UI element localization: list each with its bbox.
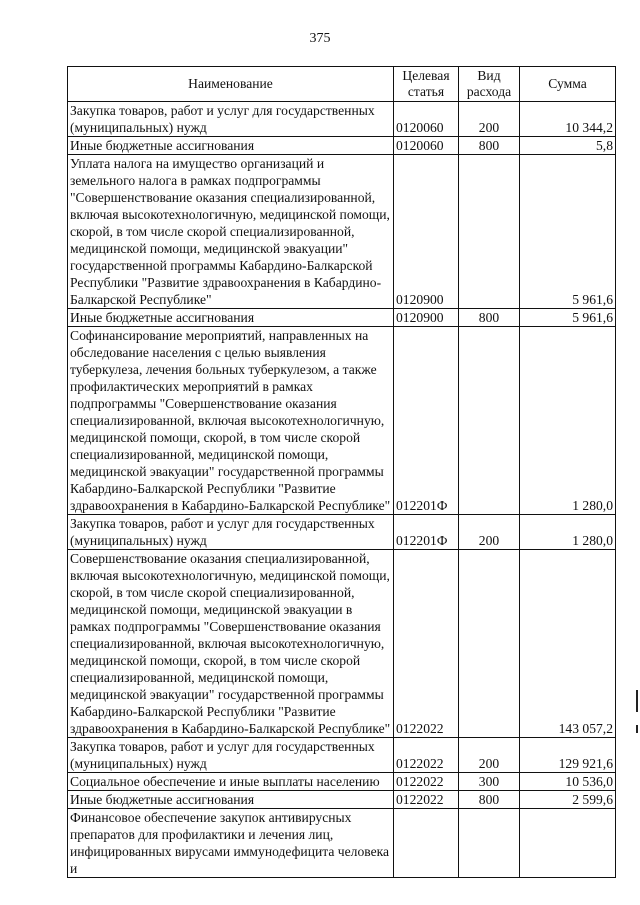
row-kind: 800 bbox=[459, 791, 520, 809]
row-code: 0120060 bbox=[394, 102, 459, 137]
row-name: Иные бюджетные ассигнования bbox=[68, 309, 394, 327]
row-sum: 5 961,6 bbox=[520, 155, 616, 309]
row-kind: 800 bbox=[459, 309, 520, 327]
table-row bbox=[68, 102, 616, 137]
row-sum: 5 961,6 bbox=[520, 309, 616, 327]
scan-edge-mark bbox=[636, 690, 638, 712]
table-header-row bbox=[68, 67, 616, 102]
row-sum: 2 599,6 bbox=[520, 791, 616, 809]
row-name: Закупка товаров, работ и услуг для государственных (муниципальных) нужд bbox=[68, 515, 394, 550]
row-code: 0120060 bbox=[394, 137, 459, 155]
row-code: 0122022 bbox=[394, 791, 459, 809]
row-name: Закупка товаров, работ и услуг для государственных (муниципальных) нужд bbox=[68, 738, 394, 773]
row-kind bbox=[459, 809, 520, 878]
row-name: Уплата налога на имущество организаций и земельного налога в рамках подпрограммы "Совершенствование оказания специализированной, включая высокотехнологичную, медицинской помощи, скорой, в том числе скорой специализированной, медицинской помощи, медицинской эвакуации" государственной программы Кабардино-Балкарской Республики "Развитие здравоохранения в Кабардино-Балкарской Республике" bbox=[68, 155, 394, 309]
row-kind: 200 bbox=[459, 102, 520, 137]
row-sum: 5,8 bbox=[520, 137, 616, 155]
table-row bbox=[68, 809, 616, 878]
row-name: Софинансирование мероприятий, направленных на обследование населения с целью выявления туберкулеза, лечения больных туберкулезом, а также профилактических мероприятий в рамках подпрограммы "Совершенствование оказания специализированной, включая высокотехнологичную, медицинской помощи, скорой, в том числе скорой специализированной, медицинской помощи, медицинской эвакуации" государственной программы Кабардино-Балкарской Республики "Развитие здравоохранения в Кабардино-Балкарской Республике" bbox=[68, 327, 394, 515]
budget-table bbox=[67, 66, 616, 878]
row-code: 012201Ф bbox=[394, 327, 459, 515]
row-kind: 200 bbox=[459, 515, 520, 550]
row-kind bbox=[459, 550, 520, 738]
row-name: Социальное обеспечение и иные выплаты населению bbox=[68, 773, 394, 791]
header-name: Наименование bbox=[68, 67, 394, 102]
table-row bbox=[68, 550, 616, 738]
row-code: 0122022 bbox=[394, 738, 459, 773]
row-sum: 1 280,0 bbox=[520, 327, 616, 515]
row-kind: 200 bbox=[459, 738, 520, 773]
row-kind: 300 bbox=[459, 773, 520, 791]
table-row bbox=[68, 309, 616, 327]
scan-edge-mark bbox=[636, 725, 638, 733]
row-name: Иные бюджетные ассигнования bbox=[68, 137, 394, 155]
table-row bbox=[68, 327, 616, 515]
table-row bbox=[68, 515, 616, 550]
row-sum: 10 344,2 bbox=[520, 102, 616, 137]
row-code: 0122022 bbox=[394, 773, 459, 791]
header-sum: Сумма bbox=[520, 67, 616, 102]
table-row bbox=[68, 738, 616, 773]
row-code: 012201Ф bbox=[394, 515, 459, 550]
page-number: 375 bbox=[309, 31, 331, 46]
row-sum: 10 536,0 bbox=[520, 773, 616, 791]
row-kind bbox=[459, 327, 520, 515]
table-row bbox=[68, 791, 616, 809]
row-name: Совершенствование оказания специализированной, включая высокотехнологичную, медицинской помощи, скорой, в том числе скорой специализированной, медицинской помощи, медицинской эвакуации в рамках подпрограммы "Совершенствование оказания специализированной, включая высокотехнологичную, медицинской помощи, скорой, в том числе скорой специализированной, медицинской помощи, медицинской эвакуации" государственной программы Кабардино-Балкарской Республики "Развитие здравоохранения в Кабардино-Балкарской Республике" bbox=[68, 550, 394, 738]
row-code bbox=[394, 809, 459, 878]
table-row bbox=[68, 137, 616, 155]
row-kind: 800 bbox=[459, 137, 520, 155]
row-sum: 129 921,6 bbox=[520, 738, 616, 773]
row-name: Закупка товаров, работ и услуг для государственных (муниципальных) нужд bbox=[68, 102, 394, 137]
row-code: 0120900 bbox=[394, 309, 459, 327]
row-kind bbox=[459, 155, 520, 309]
row-sum: 1 280,0 bbox=[520, 515, 616, 550]
header-expense-type: Вид расхода bbox=[459, 67, 520, 102]
row-code: 0120900 bbox=[394, 155, 459, 309]
row-name: Иные бюджетные ассигнования bbox=[68, 791, 394, 809]
row-sum bbox=[520, 809, 616, 878]
table-row bbox=[68, 155, 616, 309]
table-row bbox=[68, 773, 616, 791]
row-sum: 143 057,2 bbox=[520, 550, 616, 738]
row-code: 0122022 bbox=[394, 550, 459, 738]
header-target-article: Целевая статья bbox=[394, 67, 459, 102]
row-name: Финансовое обеспечение закупок антивирусных препаратов для профилактики и лечения лиц, инфицированных вирусами иммунодефицита человека и bbox=[68, 809, 394, 878]
